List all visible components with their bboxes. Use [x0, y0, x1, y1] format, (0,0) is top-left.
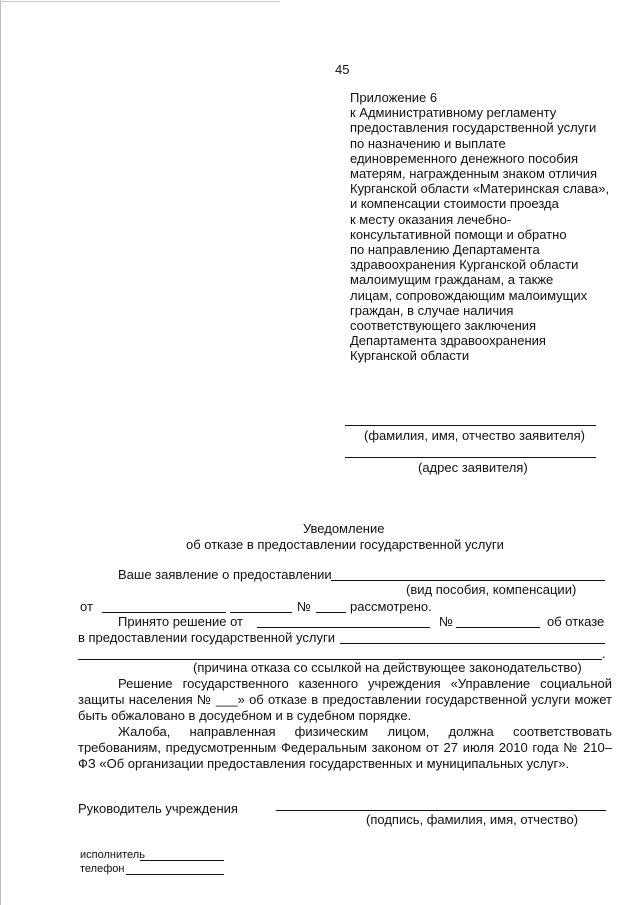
- executor-label: исполнитель: [80, 849, 145, 861]
- appendix-line: матерям, награжденным знаком отличия: [350, 166, 598, 182]
- applicant-name-line[interactable]: [345, 425, 596, 426]
- signature-field[interactable]: [276, 810, 606, 811]
- appendix-line: граждан, в случае наличия: [350, 302, 514, 318]
- application-date-year-field[interactable]: [230, 612, 292, 613]
- appeal-paragraph: Решение государственного казенного учреждения «Управление социальной защиты населения № ___» об отказе в предоставлении государственной услуги может быть обжаловано в досудебном и в судебном порядке.: [78, 676, 612, 723]
- application-number-field[interactable]: [316, 612, 346, 613]
- appendix-line: здравоохранения Курганской области: [350, 257, 579, 273]
- appendix-line: по назначению и выплате: [350, 135, 506, 151]
- appendix-line: к месту оказания лечебно-: [350, 211, 512, 227]
- application-prefix: Ваше заявление о предоставлении: [118, 567, 332, 582]
- phone-label: телефон: [80, 863, 125, 875]
- appendix-header: [350, 90, 609, 364]
- applicant-address-line[interactable]: [345, 457, 596, 458]
- appendix-line: малоимущим гражданам, а также: [350, 272, 554, 288]
- appendix-line: Курганской области: [350, 348, 470, 364]
- considered-text: рассмотрено.: [350, 599, 432, 614]
- executor-field[interactable]: [140, 860, 224, 861]
- head-label: Руководитель учреждения: [78, 801, 238, 816]
- service-refusal-prefix: в предоставлении государственной услуги: [78, 630, 335, 645]
- decision-date-field[interactable]: [257, 627, 430, 628]
- appendix-line: единовременного денежного пособия: [350, 150, 578, 166]
- applicant-address-caption: (адрес заявителя): [418, 460, 528, 475]
- signature-caption: (подпись, фамилия, имя, отчество): [366, 812, 579, 827]
- appendix-line: по направлению Департамента: [350, 242, 540, 258]
- scan-left-edge: [0, 0, 1, 905]
- benefit-caption: (вид пособия, компенсации): [406, 582, 577, 597]
- benefit-type-field[interactable]: [331, 580, 605, 581]
- appendix-line: Приложение 6: [350, 90, 438, 105]
- about-refusal-text: об отказе: [547, 614, 605, 629]
- appendix-line: к Административному регламенту: [350, 105, 557, 121]
- appendix-line: Курганской области «Материнская слава»,: [350, 181, 610, 197]
- decision-prefix: Принято решение от: [118, 614, 244, 629]
- appendix-line: предоставления государственной услуги: [350, 120, 597, 136]
- notice-title: Уведомление: [303, 521, 385, 536]
- appendix-line: лицам, сопровождающим малоимущих: [350, 287, 588, 303]
- decision-number-sign: №: [439, 614, 453, 629]
- page-number: 45: [335, 62, 350, 77]
- appendix-line: и компенсации стоимости проезда: [350, 196, 559, 212]
- appendix-line: соответствующего заключения: [350, 318, 537, 334]
- application-date-field[interactable]: [102, 612, 226, 613]
- application-number-sign: №: [297, 599, 311, 614]
- from-label: от: [80, 599, 93, 614]
- applicant-name-caption: (фамилия, имя, отчество заявителя): [364, 428, 585, 443]
- phone-field[interactable]: [126, 874, 224, 875]
- service-refusal-field[interactable]: [340, 643, 605, 644]
- reason-caption: (причина отказа со ссылкой на действующее законодательство): [193, 660, 582, 675]
- decision-number-field[interactable]: [456, 627, 540, 628]
- appendix-line: Департамента здравоохранения: [350, 333, 546, 349]
- complaint-paragraph: Жалоба, направленная физическим лицом, должна соответствовать требованиям, предусмотренным Федеральным законом от 27 июля 2010 года № 210–ФЗ «Об организации предоставления государственных и муниципальных услуг».: [78, 724, 612, 771]
- scan-top-edge: [0, 1, 280, 2]
- notice-subtitle: об отказе в предоставлении государственной услуги: [186, 537, 504, 552]
- appendix-line: консультативной помощи и обратно: [350, 226, 567, 242]
- reason-period: .: [602, 646, 606, 661]
